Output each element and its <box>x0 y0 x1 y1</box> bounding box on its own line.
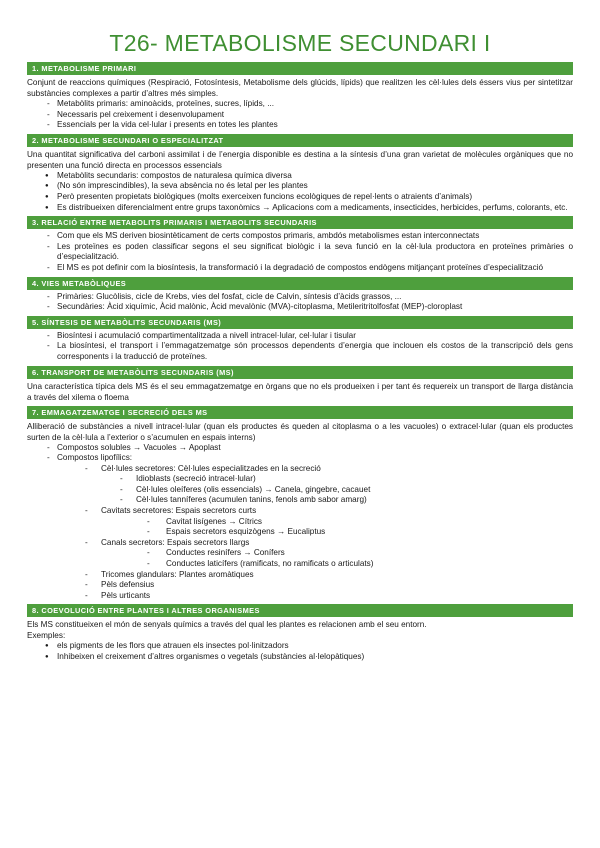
list-item: - Metabòlits primaris: aminoàcids, proteïnes, sucres, lípids, ... <box>27 99 573 110</box>
list-item: - Les proteïnes es poden classificar segons el seu significat biològic i la seva funció en la cèl·lula productora en proteïnes primàries o d’especialització. <box>27 242 573 263</box>
document-page <box>27 28 573 663</box>
section-heading-4: 4. VIES METABÒLIQUES <box>27 277 573 290</box>
list-item: - Idioblasts (secreció intracel·lular) <box>27 474 573 485</box>
section-1-list <box>27 99 573 131</box>
list-item: - Biosíntesi i acumulació compartimentalitzada a nivell intracel·lular, cel·lular i tisular <box>27 331 573 342</box>
list-item: - Canals secretors: Espais secretors llargs <box>27 538 573 549</box>
list-item: ● Inhibeixen el creixement d’altres organismes o vegetals (substàncies al·lelopàtiques) <box>27 652 573 663</box>
list-item: - Primàries: Glucòlisis, cicle de Krebs, vies del fosfat, cicle de Calvin, síntesis d’àcids grassos, ... <box>27 292 573 303</box>
section-heading-1: 1. METABOLISME PRIMARI <box>27 62 573 75</box>
list-item: - Compostos lipofílics: <box>27 453 573 464</box>
section-4-list <box>27 292 573 313</box>
examples-label: Exemples: <box>27 631 66 641</box>
page-title: T26- METABOLISME SECUNDARI I <box>109 30 491 56</box>
list-item: - La biosíntesi, el transport i l’emmagatzematge són processos dependents d’energia que inclouen els costos de la transcripció dels gens corresponents i la traducció de proteïnes. <box>27 341 573 362</box>
list-item: ● Però presenten propietats biològiques (molts exerceixen funcions ecològiques de repel·lents o atraients d’animals) <box>27 192 573 203</box>
list-item: - Tricomes glandulars: Plantes aromàtiques <box>27 570 573 581</box>
section-7-list <box>27 443 573 602</box>
section-2-list <box>27 171 573 213</box>
list-item: ● (No són imprescindibles), la seva absència no és letal per les plantes <box>27 181 573 192</box>
section-7-paragraph: Alliberació de substàncies a nivell intracel·lular (quan els productes és queden al citoplasma o a les vacuoles) o extracel·lular (quan els productes surten de la cèl·lula a l’exterior o s’acumulen en espais interns) <box>27 421 573 442</box>
list-item: - Cèl·lules oleíferes (olis essencials) → Canela, gingebre, cacauet <box>27 485 573 496</box>
list-item: - Conductes laticífers (ramificats, no ramificats o articulats) <box>27 559 573 570</box>
list-item: - Cavitats secretores: Espais secretors curts <box>27 506 573 517</box>
section-8-list <box>27 641 573 662</box>
list-item: - Secundàries: Àcid xiquímic, Àcid malònic, Àcid mevalònic (MVA)-citoplasma, Metileritritolfosfat (MEP)-cloroplast <box>27 302 573 313</box>
list-item: - Pèls defensius <box>27 580 573 591</box>
section-3-list <box>27 231 573 273</box>
list-item: - Essencials per la vida cel·lular i presents en totes les plantes <box>27 120 573 131</box>
section-heading-5: 5. SÍNTESIS DE METABÒLITS SECUNDARIS (MS) <box>27 316 573 329</box>
list-item: - Com que els MS deriven biosintèticament de certs compostos primaris, ambdós metabolismes estan interconnectats <box>27 231 573 242</box>
section-heading-7: 7. EMMAGATZEMATGE I SECRECIÓ DELS MS <box>27 406 573 419</box>
list-item: - Compostos solubles → Vacuoles → Apoplast <box>27 443 573 454</box>
list-item: ● Es distribueixen diferencialment entre grups taxonòmics → Aplicacions com a medicaments, insecticides, herbicides, perfums, colorants, etc. <box>27 203 573 214</box>
list-item: - Cavitat lisígenes → Cítrics <box>27 517 573 528</box>
list-item: - Espais secretors esquizògens → Eucaliptus <box>27 527 573 538</box>
section-6-paragraph: Una característica típica dels MS és el seu emmagatzematge en òrgans que no els produeixen i per tant és requereix un transport de llarga distància a través del xilema o floema <box>27 381 573 402</box>
list-item: - Cèl·lules tanníferes (acumulen tanins, fenols amb sabor amarg) <box>27 495 573 506</box>
list-item: ● Metabòlits secundaris: compostos de naturalesa química diversa <box>27 171 573 182</box>
list-item: ● els pigments de les flors que atrauen els insectes pol·linitzadors <box>27 641 573 652</box>
list-item: - Conductes resinífers → Conífers <box>27 548 573 559</box>
list-item: - El MS es pot definir com la biosíntesis, la transformació i la degradació de compostos endògens mitjançant proteïnes d’especialització <box>27 263 573 274</box>
section-heading-8: 8. COEVOLUCIÓ ENTRE PLANTES I ALTRES ORGANISMES <box>27 604 573 617</box>
list-item: - Cèl·lules secretores: Cèl·lules especialitzades en la secreció <box>27 464 573 475</box>
section-heading-3: 3. RELACIÓ ENTRE METABOLITS PRIMARIS I METABOLITS SECUNDARIS <box>27 216 573 229</box>
list-item: - Necessaris pel creixement i desenvolupament <box>27 110 573 121</box>
section-8-paragraph: Els MS constitueixen el món de senyals químics a través del qual les plantes es relacionen amb el seu entorn. <box>27 620 427 630</box>
section-1-paragraph: Conjunt de reaccions químiques (Respiració, Fotosíntesis, Metabolisme dels glúcids, lípids) que realitzen les cèl·lules dels éssers vius per sintetitzar substàncies complexes a partir d’altres més simples. <box>27 78 573 98</box>
list-item: - Pèls urticants <box>27 591 573 602</box>
section-2-paragraph: Una quantitat significativa del carboni assimilat i de l’energia disponible es destina a la síntesis d’una gran varietat de molècules orgàniques que no presenten una funció directa en processos essencials <box>27 149 573 170</box>
section-5-list <box>27 331 573 363</box>
section-heading-2: 2. METABOLISME SECUNDARI O ESPECIALITZAT <box>27 134 573 147</box>
section-heading-6: 6. TRANSPORT DE METABÒLITS SECUNDARIS (MS) <box>27 366 573 379</box>
